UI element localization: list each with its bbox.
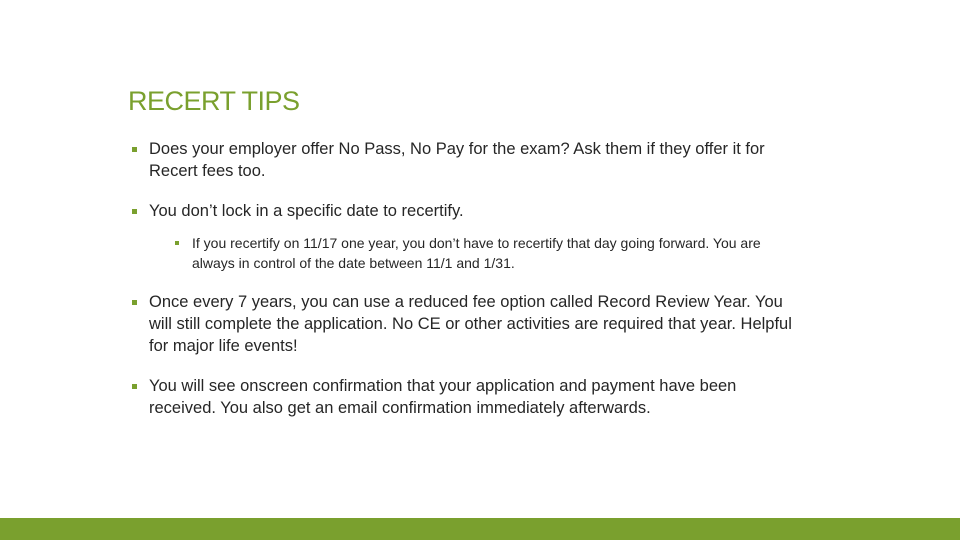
- square-bullet-icon: [175, 241, 179, 245]
- bullet-text: Once every 7 years, you can use a reduced fee option called Record Review Year. You will still complete the application. No CE or other activities are required that year. Helpful for major life events!: [149, 293, 792, 355]
- square-bullet-icon: [132, 384, 137, 389]
- bullet-text: Does your employer offer No Pass, No Pay for the exam? Ask them if they offer it for Recert fees too.: [149, 140, 765, 180]
- bullet-item-4: [132, 375, 792, 419]
- bullet-item-2: [132, 200, 792, 273]
- bullet-list: [132, 138, 792, 437]
- footer-accent-bar: [0, 518, 960, 540]
- sub-bullet-item-1: [175, 233, 792, 273]
- bullet-item-1: [132, 138, 792, 182]
- slide-title: RECERT TIPS: [128, 86, 300, 116]
- square-bullet-icon: [132, 147, 137, 152]
- square-bullet-icon: [132, 209, 137, 214]
- sub-bullet-text: If you recertify on 11/17 one year, you don’t have to recertify that day going forward. You are always in control of the date between 11/1 and 1/31.: [192, 235, 761, 271]
- square-bullet-icon: [132, 300, 137, 305]
- bullet-item-3: [132, 291, 792, 357]
- bullet-text: You will see onscreen confirmation that your application and payment have been received. You also get an email confirmation immediately afterwards.: [149, 377, 737, 417]
- bullet-text: You don’t lock in a specific date to recertify.: [149, 202, 464, 220]
